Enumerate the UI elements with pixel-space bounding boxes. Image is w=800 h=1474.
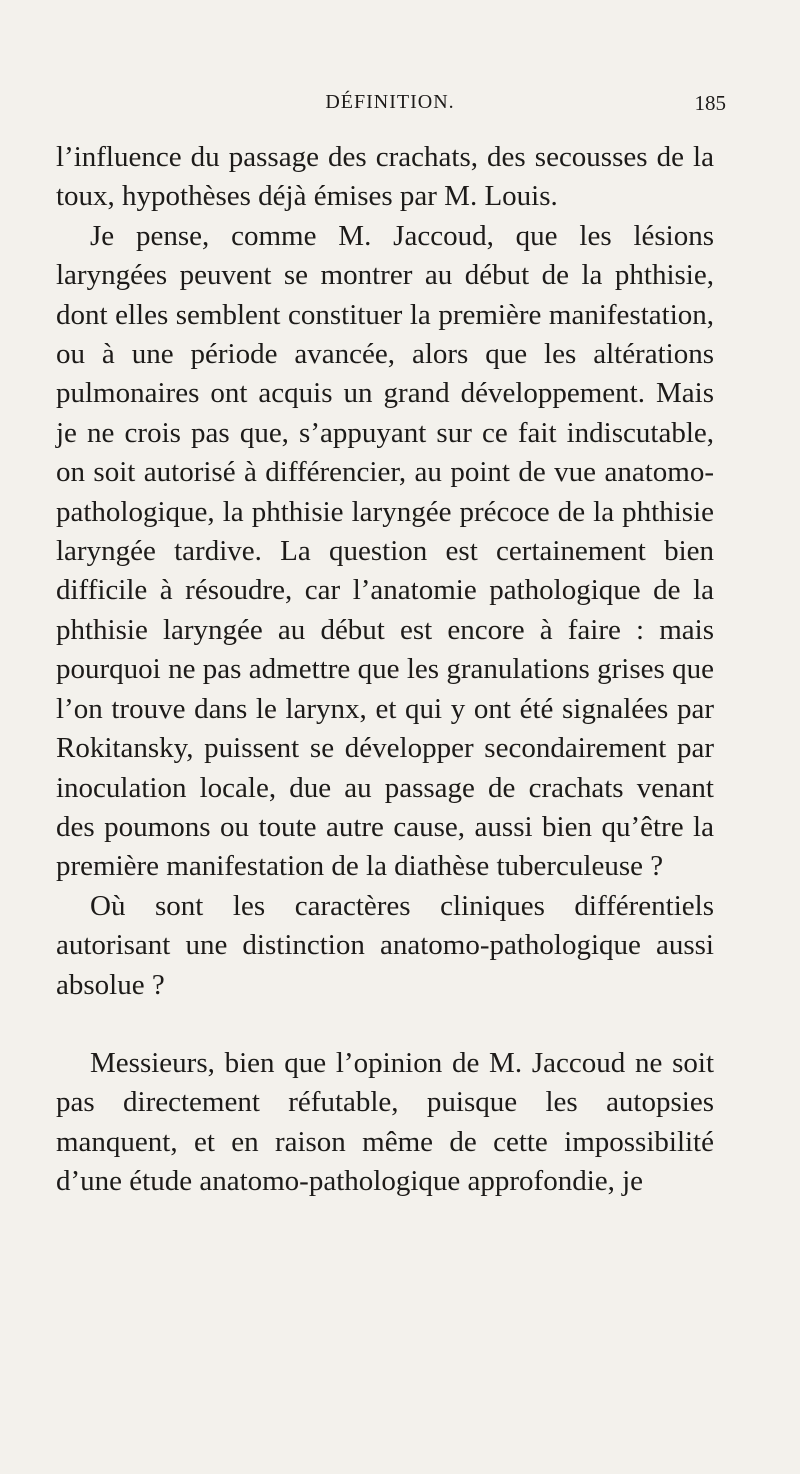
- paragraph: Messieurs, bien que l’opinion de M. Jaccoud ne soit pas directement réfutable, puisque les autopsies manquent, et en raison même de cette impossibilité d’une étude anatomo-pathologique approfondie, je: [56, 1046, 714, 1198]
- paragraph: Où sont les caractères cliniques différentiels autorisant une distinction anatomo-pathologique aussi absolue ?: [56, 889, 714, 1001]
- page-number: 185: [694, 91, 726, 115]
- running-header: [56, 0, 726, 120]
- body-text: [56, 138, 714, 1202]
- paragraph: Je pense, comme M. Jaccoud, que les lésions laryngées peuvent se montrer au début de la phthisie, dont elles semblent constituer la première manifestation, ou à une période avancée, alors que les altérations pulmonaires ont acquis un grand développement. Mais je ne crois pas que, s’appuyant sur ce fait indiscutable, on soit autorisé à différencier, au point de vue anatomo-pathologique, la phthisie laryngée précoce de la phthisie laryngée tardive. La question est certainement bien difficile à résoudre, car l’anatomie pathologique de la phthisie laryngée au début est encore à faire : mais pourquoi ne pas admettre que les granulations grises que l’on trouve dans le larynx, et qui y ont été signalées par Rokitansky, puissent se développer secondairement par inoculation locale, due au passage de crachats venant des poumons ou toute autre cause, aussi bien qu’être la première manifestation de la diathèse tuberculeuse ?: [56, 219, 714, 883]
- running-title: DÉFINITION.: [325, 91, 455, 113]
- paragraph-continuation: l’influence du passage des crachats, des secousses de la toux, hypothèses déjà émises par M. Louis.: [56, 141, 714, 213]
